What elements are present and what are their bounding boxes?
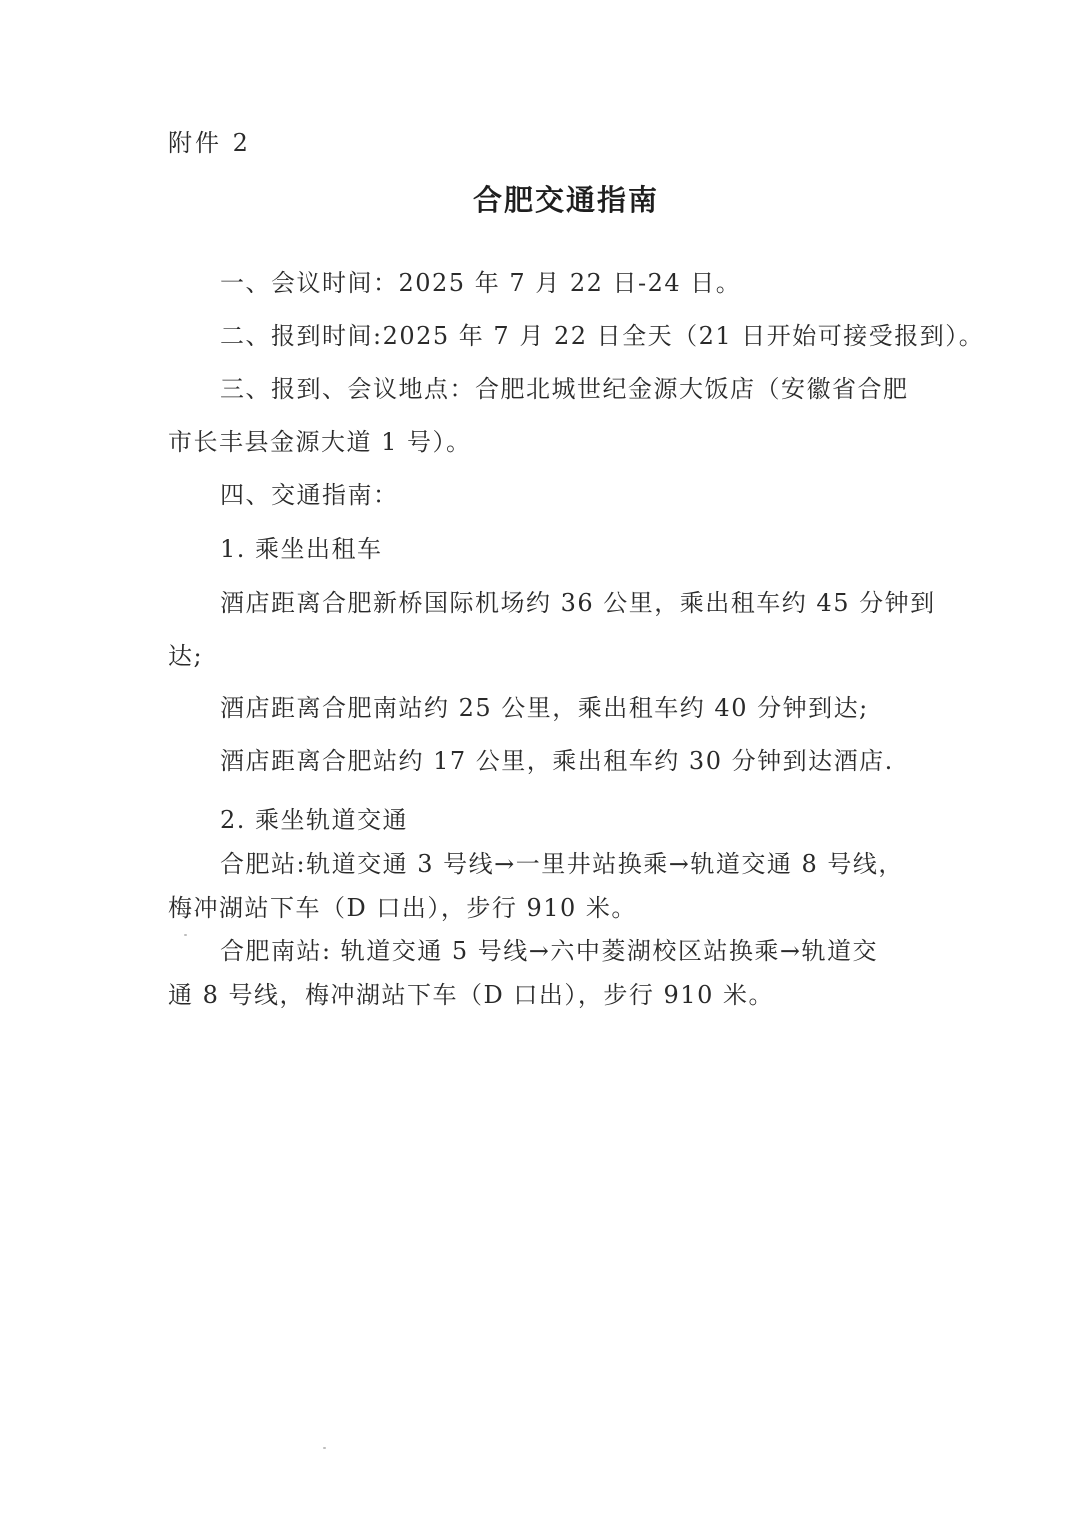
taxi-heading: 1. 乘坐出租车: [220, 535, 383, 563]
scan-speck: [184, 934, 187, 936]
scan-speck: [323, 1447, 326, 1449]
attachment-label: 附件 2: [168, 129, 251, 157]
meeting-time: 一、会议时间：2025 年 7 月 22 日-24 日。: [220, 269, 742, 297]
taxi-south-station: 酒店距离合肥南站约 25 公里，乘出租车约 40 分钟到达;: [220, 694, 869, 722]
rail-hefei-station-line-1: 合肥站:轨道交通 3 号线→一里井站换乘→轨道交通 8 号线，: [220, 850, 904, 878]
venue-line-1: 三、报到、会议地点：合肥北城世纪金源大饭店（安徽省合肥: [220, 375, 909, 403]
registration-time: 二、报到时间:2025 年 7 月 22 日全天（21 日开始可接受报到）。: [220, 322, 985, 350]
traffic-guide-heading: 四、交通指南：: [220, 481, 399, 509]
taxi-hefei-station: 酒店距离合肥站约 17 公里，乘出租车约 30 分钟到达酒店.: [220, 747, 894, 775]
venue-line-2: 市长丰县金源大道 1 号）。: [168, 428, 472, 456]
page-title: 合肥交通指南: [472, 183, 659, 217]
rail-heading: 2. 乘坐轨道交通: [220, 806, 409, 834]
rail-south-station-line-1: 合肥南站: 轨道交通 5 号线→六中菱湖校区站换乘→轨道交: [220, 937, 878, 965]
rail-south-station-line-2: 通 8 号线，梅冲湖站下车（D 口出），步行 910 米。: [168, 981, 774, 1009]
taxi-airport-line-1: 酒店距离合肥新桥国际机场约 36 公里，乘出租车约 45 分钟到: [220, 589, 936, 617]
rail-hefei-station-line-2: 梅冲湖站下车（D 口出），步行 910 米。: [168, 894, 637, 922]
taxi-airport-line-2: 达;: [168, 642, 204, 670]
